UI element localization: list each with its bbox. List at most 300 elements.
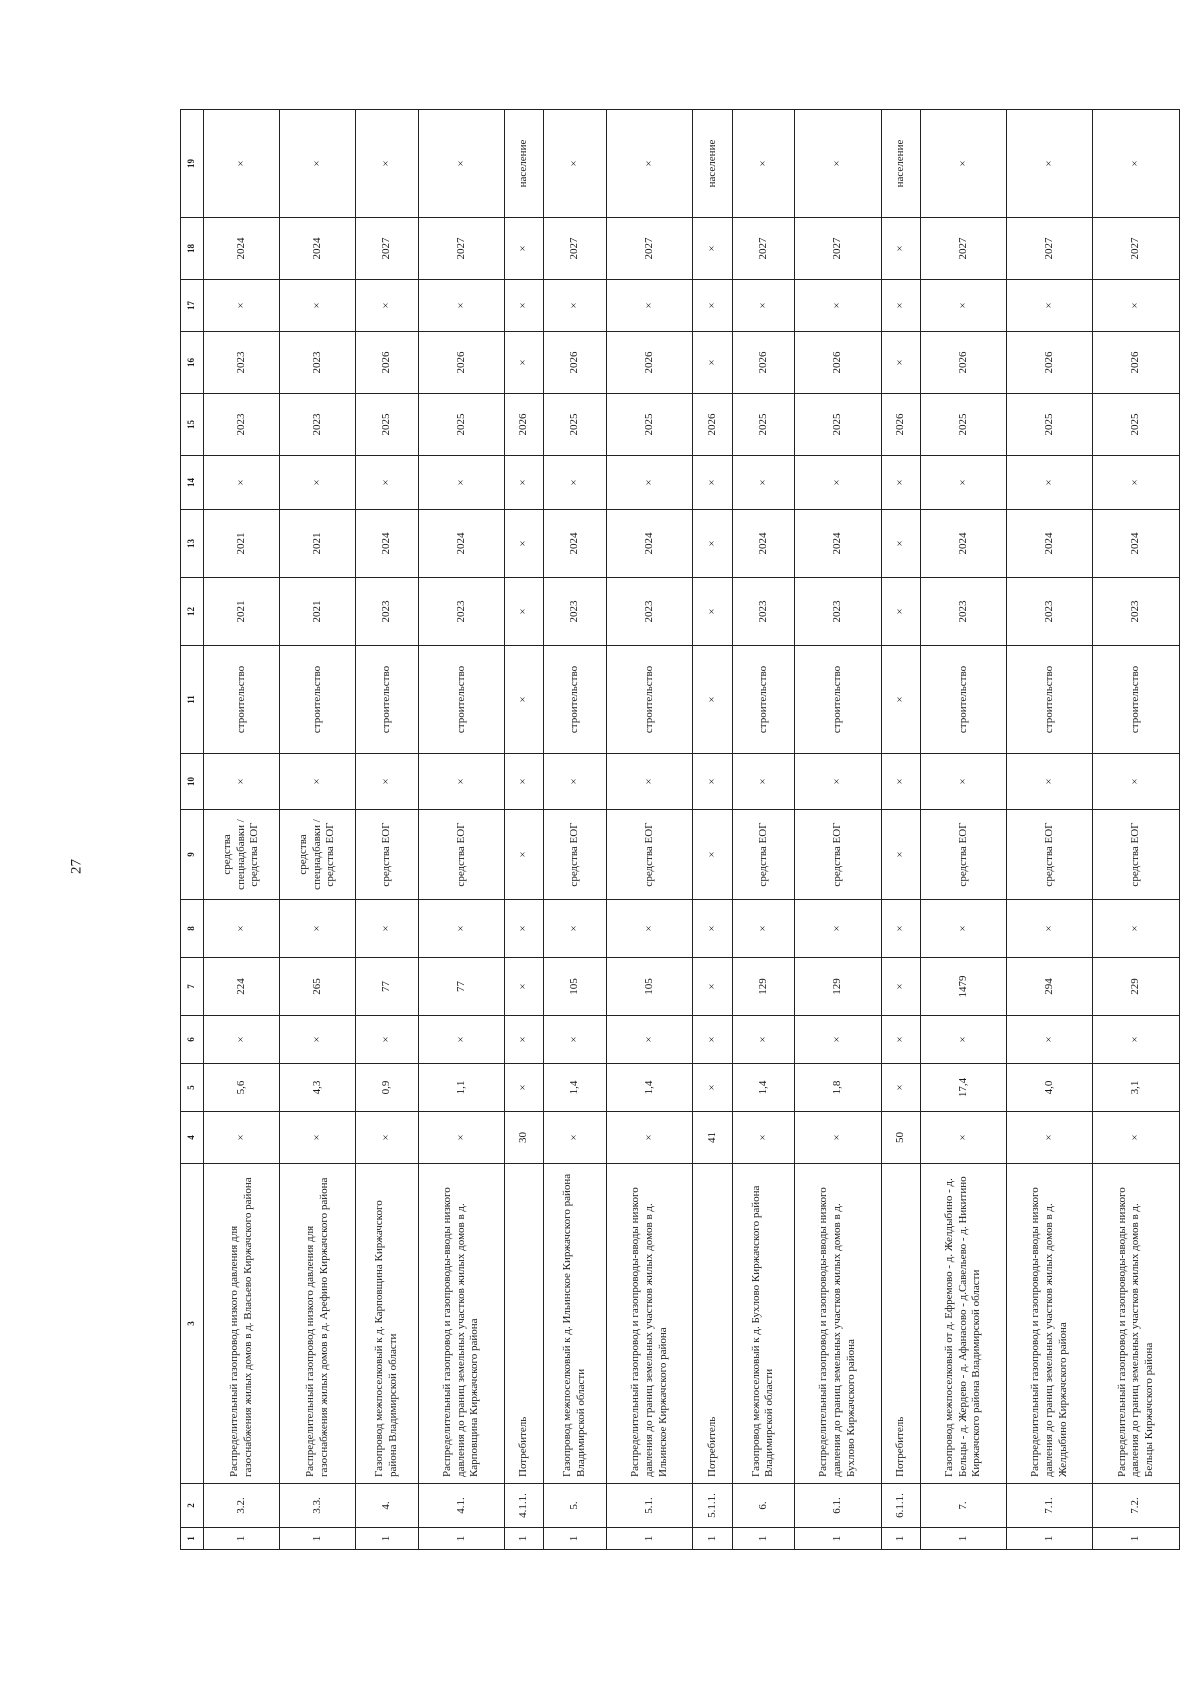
column-header: 12	[181, 578, 204, 646]
table-cell: ×	[693, 456, 732, 510]
table-cell: 2026	[881, 394, 920, 456]
table-cell: средства ЕОГ	[732, 810, 795, 900]
table-cell: население	[505, 110, 544, 218]
table-row	[607, 110, 693, 1550]
column-header: 18	[181, 218, 204, 280]
column-header: 17	[181, 280, 204, 332]
table-cell: ×	[732, 900, 795, 958]
table-cell: 50	[881, 1112, 920, 1164]
table-row	[1093, 110, 1180, 1550]
table-cell: ×	[693, 646, 732, 754]
table-cell: ×	[920, 280, 1006, 332]
table-cell: ×	[732, 456, 795, 510]
table-cell: 2023	[544, 578, 607, 646]
table-cell: население	[693, 110, 732, 218]
table-cell: 2026	[1007, 332, 1093, 394]
table-cell: 1	[356, 1528, 419, 1550]
table-cell: 0,9	[356, 1064, 419, 1112]
table-cell: ×	[795, 280, 881, 332]
column-header: 9	[181, 810, 204, 900]
table-cell: ×	[693, 510, 732, 578]
table-cell: 2023	[920, 578, 1006, 646]
table-cell: 1,1	[418, 1064, 504, 1112]
table-cell: 224	[204, 958, 280, 1016]
table-cell: ×	[1007, 280, 1093, 332]
table-cell: строительство	[607, 646, 693, 754]
table-cell: ×	[881, 900, 920, 958]
table-cell: ×	[356, 110, 419, 218]
table-cell: 2024	[732, 510, 795, 578]
table-cell: 7.	[920, 1484, 1006, 1528]
table-cell: 1	[204, 1528, 280, 1550]
table-cell: 6.1.	[795, 1484, 881, 1528]
table-row	[280, 110, 356, 1550]
table-cell: ×	[356, 456, 419, 510]
table-cell: 3.3.	[280, 1484, 356, 1528]
table-cell: 2026	[607, 332, 693, 394]
table-cell: 77	[418, 958, 504, 1016]
table-cell: ×	[544, 110, 607, 218]
table-cell: ×	[607, 110, 693, 218]
table-cell: ×	[881, 578, 920, 646]
table-cell: 7.1.	[1007, 1484, 1093, 1528]
table-cell: строительство	[732, 646, 795, 754]
table-row	[204, 110, 280, 1550]
table-cell: 2025	[795, 394, 881, 456]
table-cell: ×	[795, 1112, 881, 1164]
table-cell: ×	[544, 280, 607, 332]
table-cell: средства ЕОГ	[607, 810, 693, 900]
column-header: 8	[181, 900, 204, 958]
table-cell: ×	[1007, 754, 1093, 810]
table-cell: ×	[732, 1112, 795, 1164]
table-cell: ×	[732, 110, 795, 218]
table-cell: ×	[1007, 1016, 1093, 1064]
table-cell: 2026	[920, 332, 1006, 394]
table-cell: 2026	[544, 332, 607, 394]
table-cell: 6.	[732, 1484, 795, 1528]
table-cell: ×	[1007, 110, 1093, 218]
table-cell: 2027	[732, 218, 795, 280]
column-header: 2	[181, 1484, 204, 1528]
table-cell: ×	[607, 1016, 693, 1064]
table-cell: ×	[544, 754, 607, 810]
table-cell: ×	[418, 280, 504, 332]
table-row	[881, 110, 920, 1550]
table-row	[693, 110, 732, 1550]
table-cell: ×	[505, 1016, 544, 1064]
table-cell: 2024	[607, 510, 693, 578]
table-cell: 294	[1007, 958, 1093, 1016]
object-name-cell: Потребитель	[693, 1164, 732, 1484]
table-row	[418, 110, 504, 1550]
table-cell: ×	[544, 1112, 607, 1164]
table-cell: 1,8	[795, 1064, 881, 1112]
table-cell: ×	[881, 754, 920, 810]
table-cell: 2024	[204, 218, 280, 280]
table-cell: ×	[356, 1112, 419, 1164]
table-cell: строительство	[1093, 646, 1180, 754]
table-cell: 7.2.	[1093, 1484, 1180, 1528]
table-row	[732, 110, 795, 1550]
table-cell: 2025	[920, 394, 1006, 456]
table-cell: 1	[693, 1528, 732, 1550]
table-cell: 2023	[356, 578, 419, 646]
column-header: 4	[181, 1112, 204, 1164]
table-cell: ×	[280, 280, 356, 332]
table-cell: ×	[732, 754, 795, 810]
table-cell: ×	[881, 456, 920, 510]
table-cell: ×	[505, 332, 544, 394]
table-cell: 2023	[280, 332, 356, 394]
table-cell: 2024	[356, 510, 419, 578]
object-name-cell: Распределительный газопровод и газопроводы-вводы низкого давления до границ земельных участков жилых домов в д. Бухлово Киржачского района	[795, 1164, 881, 1484]
object-name-cell: Распределительный газопровод и газопроводы-вводы низкого давления до границ земельных участков жилых домов в д. Желдыбино Киржачского района	[1007, 1164, 1093, 1484]
table-cell: 5.	[544, 1484, 607, 1528]
table-cell: 1	[1007, 1528, 1093, 1550]
table-cell: ×	[795, 754, 881, 810]
table-cell: 6.1.1.	[881, 1484, 920, 1528]
object-name-cell: Газопровод межпоселковый к д. Ильинское Киржачского района Владимирской области	[544, 1164, 607, 1484]
table-cell: ×	[920, 110, 1006, 218]
table-cell: средства ЕОГ	[1093, 810, 1180, 900]
table-cell: ×	[607, 754, 693, 810]
table-cell: 2027	[920, 218, 1006, 280]
table-cell: ×	[280, 110, 356, 218]
table-cell: ×	[1007, 456, 1093, 510]
table-cell: 2027	[1093, 218, 1180, 280]
table-cell: ×	[280, 900, 356, 958]
table-cell: 4.	[356, 1484, 419, 1528]
column-header: 13	[181, 510, 204, 578]
table-cell: средства ЕОГ	[795, 810, 881, 900]
table-cell: ×	[356, 900, 419, 958]
table-row	[356, 110, 419, 1550]
table-cell: 2023	[418, 578, 504, 646]
object-name-cell: Распределительный газопровод и газопроводы-вводы низкого давления до границ земельных участков жилых домов в д. Ильинское Киржачского района	[607, 1164, 693, 1484]
table-cell: ×	[204, 900, 280, 958]
table-cell: средства спецнадбавки /средства ЕОГ	[204, 810, 280, 900]
table-cell: 17,4	[920, 1064, 1006, 1112]
object-name-cell: Потребитель	[881, 1164, 920, 1484]
table-cell: ×	[356, 280, 419, 332]
table-cell: население	[881, 110, 920, 218]
table-cell: 1	[280, 1528, 356, 1550]
table-cell: ×	[544, 456, 607, 510]
table-row	[544, 110, 607, 1550]
table-cell: строительство	[280, 646, 356, 754]
table-cell: ×	[505, 578, 544, 646]
table-cell: 229	[1093, 958, 1180, 1016]
table-cell: ×	[607, 456, 693, 510]
object-name-cell: Газопровод межпоселковый к д. Карповщина Киржачского района Владимирской области	[356, 1164, 419, 1484]
column-header: 5	[181, 1064, 204, 1112]
table-cell: 2027	[795, 218, 881, 280]
page-number: 27	[68, 859, 85, 874]
table-header-row	[181, 110, 204, 1550]
table-cell: ×	[1093, 754, 1180, 810]
table-cell: 105	[607, 958, 693, 1016]
table-cell: 2026	[1093, 332, 1180, 394]
table-cell: 2026	[418, 332, 504, 394]
column-header: 11	[181, 646, 204, 754]
object-name-cell: Газопровод межпоселковый к д. Бухлово Киржачского района Владимирской области	[732, 1164, 795, 1484]
table-cell: ×	[280, 456, 356, 510]
table-cell: 1,4	[732, 1064, 795, 1112]
table-cell: ×	[693, 754, 732, 810]
table-cell: ×	[693, 332, 732, 394]
table-cell: ×	[418, 900, 504, 958]
table-cell: 2026	[732, 332, 795, 394]
table-cell: ×	[505, 280, 544, 332]
table-cell: ×	[795, 110, 881, 218]
table-cell: строительство	[356, 646, 419, 754]
table-cell: 2021	[204, 578, 280, 646]
table-cell: ×	[693, 280, 732, 332]
table-cell: ×	[505, 900, 544, 958]
table-cell: 2025	[418, 394, 504, 456]
table-cell: 2021	[280, 578, 356, 646]
rotated-table-wrapper	[180, 110, 1180, 1550]
table-cell: ×	[795, 900, 881, 958]
table-cell: ×	[881, 332, 920, 394]
table-cell: ×	[693, 900, 732, 958]
column-header: 14	[181, 456, 204, 510]
table-cell: ×	[280, 1016, 356, 1064]
table-cell: ×	[693, 1064, 732, 1112]
table-cell: 2023	[795, 578, 881, 646]
table-cell: 4.1.	[418, 1484, 504, 1528]
table-cell: 2027	[607, 218, 693, 280]
table-cell: ×	[1093, 900, 1180, 958]
object-name-cell: Распределительный газопровод и газопроводы-вводы низкого давления до границ земельных участков жилых домов в д. Бельцы Киржачского района	[1093, 1164, 1180, 1484]
table-cell: 3.2.	[204, 1484, 280, 1528]
table-cell: 1	[881, 1528, 920, 1550]
table-cell: 2026	[505, 394, 544, 456]
table-cell: ×	[204, 280, 280, 332]
table-cell: ×	[544, 900, 607, 958]
table-cell: ×	[418, 1112, 504, 1164]
table-cell: ×	[920, 456, 1006, 510]
table-cell: 2024	[920, 510, 1006, 578]
table-cell: 4.1.1.	[505, 1484, 544, 1528]
table-cell: 1,4	[607, 1064, 693, 1112]
table-cell: 2024	[280, 218, 356, 280]
table-cell: 1	[920, 1528, 1006, 1550]
table-cell: ×	[732, 1016, 795, 1064]
table-cell: ×	[505, 754, 544, 810]
column-header: 16	[181, 332, 204, 394]
table-cell: ×	[418, 456, 504, 510]
table-cell: ×	[418, 110, 504, 218]
table-cell: ×	[1093, 110, 1180, 218]
table-cell: ×	[881, 958, 920, 1016]
table-cell: 1	[795, 1528, 881, 1550]
table-cell: 3,1	[1093, 1064, 1180, 1112]
table-cell: ×	[607, 280, 693, 332]
object-name-cell: Распределительный газопровод низкого давления для газоснабжения жилых домов в д. Арефино Киржачского района	[280, 1164, 356, 1484]
table-cell: ×	[881, 1064, 920, 1112]
table-cell: ×	[418, 754, 504, 810]
table-cell: ×	[505, 1064, 544, 1112]
table-cell: ×	[418, 1016, 504, 1064]
table-cell: 2027	[544, 218, 607, 280]
table-cell: ×	[505, 958, 544, 1016]
table-cell: ×	[1093, 456, 1180, 510]
table-cell: 1479	[920, 958, 1006, 1016]
table-cell: средства ЕОГ	[544, 810, 607, 900]
table-cell: 2025	[1093, 394, 1180, 456]
table-cell: 1	[1093, 1528, 1180, 1550]
table-cell: 2023	[1007, 578, 1093, 646]
table-cell: 1	[732, 1528, 795, 1550]
table-cell: ×	[1007, 1112, 1093, 1164]
table-cell: 4,0	[1007, 1064, 1093, 1112]
table-cell: ×	[356, 1016, 419, 1064]
column-header: 19	[181, 110, 204, 218]
table-cell: ×	[607, 1112, 693, 1164]
object-name-cell: Газопровод межпоселковый от д. Ефремово - д. Желдыбино - д. Бельцы - д. Жердево - д. Афанасово - д.Савельево - д. Никитино Киржачского района Владимирской области	[920, 1164, 1006, 1484]
table-cell: ×	[544, 1016, 607, 1064]
table-cell: 2025	[732, 394, 795, 456]
table-cell: ×	[505, 810, 544, 900]
table-cell: 2023	[280, 394, 356, 456]
table-cell: ×	[693, 810, 732, 900]
table-cell: ×	[356, 754, 419, 810]
table-cell: средства ЕОГ	[1007, 810, 1093, 900]
table-cell: 2027	[418, 218, 504, 280]
table-cell: 5,6	[204, 1064, 280, 1112]
table-cell: ×	[693, 578, 732, 646]
table-cell: 2023	[204, 332, 280, 394]
table-cell: 1	[607, 1528, 693, 1550]
table-cell: 5.1.1.	[693, 1484, 732, 1528]
column-header: 7	[181, 958, 204, 1016]
table-cell: 2023	[204, 394, 280, 456]
table-cell: средства ЕОГ	[920, 810, 1006, 900]
table-cell: 2024	[418, 510, 504, 578]
table-cell: строительство	[544, 646, 607, 754]
table-cell: средства ЕОГ	[418, 810, 504, 900]
table-cell: ×	[204, 1112, 280, 1164]
table-cell: 77	[356, 958, 419, 1016]
table-cell: средства ЕОГ	[356, 810, 419, 900]
table-cell: строительство	[204, 646, 280, 754]
table-cell: ×	[732, 280, 795, 332]
table-cell: ×	[693, 218, 732, 280]
table-cell: ×	[204, 110, 280, 218]
table-cell: 1	[544, 1528, 607, 1550]
table-cell: ×	[1093, 1112, 1180, 1164]
table-cell: строительство	[920, 646, 1006, 754]
table-cell: ×	[204, 754, 280, 810]
table-body	[204, 110, 1180, 1550]
table-cell: 4,3	[280, 1064, 356, 1112]
object-name-cell: Распределительный газопровод низкого давления для газоснабжения жилых домов в д. Власьево Киржачского района	[204, 1164, 280, 1484]
table-cell: 2026	[693, 394, 732, 456]
column-header: 6	[181, 1016, 204, 1064]
table-cell: 2027	[1007, 218, 1093, 280]
table-cell: 105	[544, 958, 607, 1016]
column-header: 10	[181, 754, 204, 810]
table-cell: строительство	[1007, 646, 1093, 754]
column-header: 15	[181, 394, 204, 456]
table-cell: ×	[920, 1016, 1006, 1064]
table-cell: ×	[881, 810, 920, 900]
table-cell: 2023	[1093, 578, 1180, 646]
table-cell: 2027	[356, 218, 419, 280]
column-header: 3	[181, 1164, 204, 1484]
table-cell: 2023	[732, 578, 795, 646]
gas-pipeline-table	[180, 109, 1180, 1550]
table-cell: 1,4	[544, 1064, 607, 1112]
table-row	[1007, 110, 1093, 1550]
table-cell: 2024	[544, 510, 607, 578]
table-cell: ×	[881, 218, 920, 280]
table-cell: строительство	[795, 646, 881, 754]
table-cell: 41	[693, 1112, 732, 1164]
table-cell: ×	[920, 900, 1006, 958]
object-name-cell: Потребитель	[505, 1164, 544, 1484]
table-cell: 129	[732, 958, 795, 1016]
table-cell: строительство	[418, 646, 504, 754]
table-cell: 1	[418, 1528, 504, 1550]
table-cell: ×	[204, 456, 280, 510]
table-cell: ×	[607, 900, 693, 958]
table-cell: ×	[204, 1016, 280, 1064]
table-cell: 2021	[204, 510, 280, 578]
column-header: 1	[181, 1528, 204, 1550]
table-cell: 2021	[280, 510, 356, 578]
table-cell: ×	[505, 456, 544, 510]
table-cell: ×	[881, 280, 920, 332]
table-cell: 2025	[356, 394, 419, 456]
table-cell: ×	[693, 958, 732, 1016]
table-cell: 2026	[795, 332, 881, 394]
table-cell: ×	[1093, 280, 1180, 332]
table-cell: 2024	[1093, 510, 1180, 578]
table-cell: 2023	[607, 578, 693, 646]
object-name-cell: Распределительный газопровод и газопроводы-вводы низкого давления до границ земельных участков жилых домов в д. Карповщина Киржачского района	[418, 1164, 504, 1484]
table-row	[795, 110, 881, 1550]
table-cell: ×	[505, 510, 544, 578]
table-cell: 265	[280, 958, 356, 1016]
table-cell: средства спецнадбавки /средства ЕОГ	[280, 810, 356, 900]
table-cell: 5.1.	[607, 1484, 693, 1528]
table-cell: 2025	[1007, 394, 1093, 456]
table-cell: 129	[795, 958, 881, 1016]
table-cell: 2024	[795, 510, 881, 578]
table-cell: ×	[693, 1016, 732, 1064]
table-cell: ×	[280, 1112, 356, 1164]
table-cell: 2025	[607, 394, 693, 456]
table-cell: ×	[505, 218, 544, 280]
table-cell: ×	[505, 646, 544, 754]
table-cell: ×	[881, 510, 920, 578]
table-cell: 2026	[356, 332, 419, 394]
table-cell: 2025	[544, 394, 607, 456]
table-row	[505, 110, 544, 1550]
table-cell: ×	[920, 754, 1006, 810]
table-cell: ×	[280, 754, 356, 810]
table-row	[920, 110, 1006, 1550]
table-cell: ×	[1093, 1016, 1180, 1064]
table-cell: ×	[920, 1112, 1006, 1164]
table-cell: ×	[1007, 900, 1093, 958]
table-cell: 30	[505, 1112, 544, 1164]
table-cell: ×	[795, 1016, 881, 1064]
table-cell: ×	[881, 1016, 920, 1064]
